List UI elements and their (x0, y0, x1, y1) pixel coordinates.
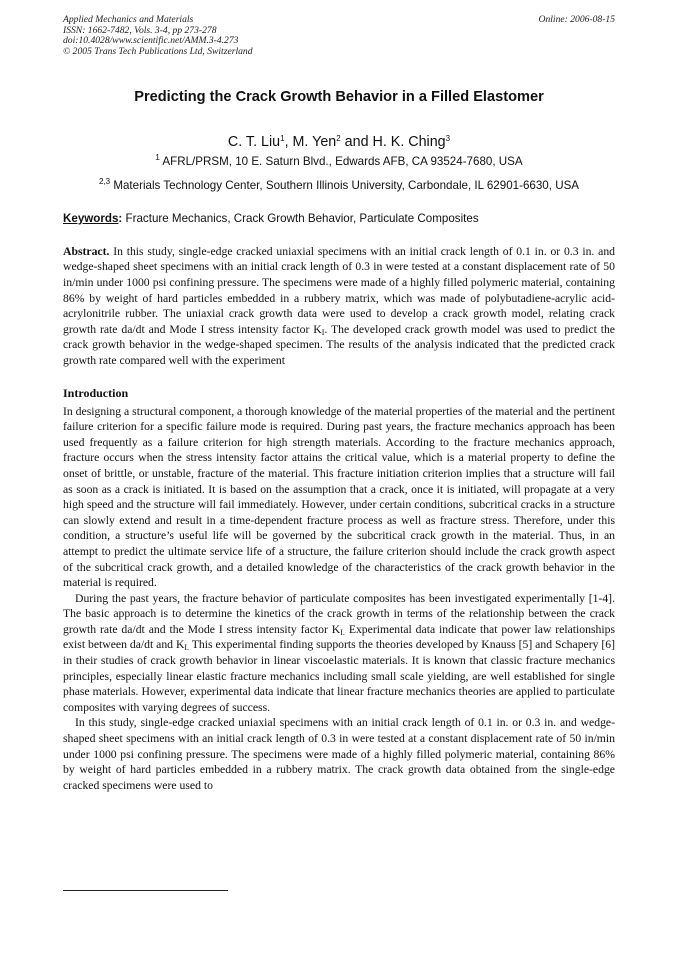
author-name: M. Yen (292, 133, 337, 150)
affiliation-text: AFRL/PRSM, 10 E. Saturn Blvd., Edwards AFB, CA 93524-7680, USA (162, 154, 523, 168)
abstract-label: Abstract. (63, 244, 110, 258)
paragraph-text: Experimental data indicate that power law relationships exist between da/dt and K (63, 622, 615, 652)
paper-title: Predicting the Crack Growth Behavior in a Filled Elastomer (134, 88, 544, 105)
paragraph: In this study, single-edge cracked uniaxial specimens with an initial crack length of 0.1 in. or 0.3 in. and wedge-shaped sheet specimens with an initial crack length of 0.3 in were tested at a constant displacement rate of 50 in/min under 1000 psi confining pressure. The specimens were made of a highly filled polymeric material, containing 86% by weight of hard particles embedded in a rubbery matrix. The crack growth data obtained from the single-edge cracked specimens were used to (63, 716, 615, 792)
paragraph-text: This experimental finding supports the theories developed by Knauss [5] and Schapery [6] in their studies of crack growth behavior in linear viscoelastic materials. It is known that classic fracture mechanics principles, especially linear elastic fracture mechanics including small scale yielding, are well established for single phase materials. However, experimental data indicate that linear fracture mechanics theories are applied to particulate composites with varying degrees of success. (63, 638, 616, 714)
paragraph (63, 591, 615, 716)
author-separator: , (284, 133, 293, 150)
copyright-line: © 2005 Trans Tech Publications Ltd, Switzerland (63, 46, 253, 58)
affiliation (63, 152, 615, 169)
paragraph: In designing a structural component, a thorough knowledge of the material properties of the material and the pertinent failure criterion for a specific failure mode is required. During past years, the fracture mechanics approach has been used frequently as a failure criterion for high strength materials. According to the fracture mechanics approach, fracture occurs when the stress intensity factor attains the critical value, which is a material property to define the onset of brittle, or unstable, fracture of the material. This fracture initiation criterion implies that a structure will fail as soon as a crack is initiated. It is based on the assumption that a crack, once it is initiated, will propagate at a very high speed and the structure will fail immediately. However, under certain conditions, subcritical cracks in a structure can slowly extend and result in a time-dependent fracture process as well as fracture stress. Therefore, under this condition, a structure’s useful life will be governed by the subcritical crack growth in the material. Thus, in an attempt to predict the ultimate service life of a structure, the failure criterion should include the crack growth aspect of the subcritical crack growth, and a detailed knowledge of the characteristics of the crack growth behavior in the material is required. (63, 404, 615, 590)
issn-line: ISSN: 1662-7482, Vols. 3-4, pp 273-278 (63, 24, 217, 36)
keywords (63, 212, 615, 226)
affiliation-mark: 1 (155, 152, 160, 162)
author-name: C. T. Liu (227, 133, 281, 150)
paragraph-text: During the past years, the fracture behavior of particulate composites has been investigated experimentally [1-4]. The basic approach is to determine the kinetics of the crack growth in terms of the relationship between the crack growth rate da/dt and the Mode I stress intensity factor K (63, 591, 615, 636)
affiliation-text: Materials Technology Center, Southern Illinois University, Carbondale, IL 62901-6630, USA (113, 178, 580, 192)
author-affiliation-mark: 2 (336, 133, 341, 143)
journal-name: Applied Mechanics and Materials (63, 14, 194, 25)
abstract-text: In this study, single-edge cracked uniaxial specimens with an initial crack length of 0.1 in. or 0.3 in. and wedge-shaped sheet specimens with an initial crack length of 0.3 in were tested at a constant displacement rate of 50 in/min under 1000 psi confining pressure. The specimens were made of a highly filled polymeric material, containing 86% by weight of hard particles embedded in a rubbery matrix, which was made of polybutadiene-acrylic acid-acrylonitrile rubber. The uniaxial crack growth data were used to develop a crack growth model, relating crack growth rate da/dt and Mode I stress intensity factor K (63, 244, 616, 336)
abstract-text: . The developed crack growth model was used to predict the crack growth behavior in the wedge-shaped specimen. The results of the analysis indicated that the predicted crack growth rate compared well with the experiment (63, 322, 615, 367)
keywords-label: Keywords (63, 211, 119, 225)
author-affiliation-mark: 3 (445, 133, 451, 143)
keywords-colon: : (118, 211, 123, 225)
author-affiliation-mark: 1 (280, 133, 285, 143)
section-heading: Introduction (63, 385, 129, 400)
subscript: I. (184, 643, 190, 653)
online-date: Online: 2006-08-15 (538, 14, 615, 25)
author-list (63, 133, 615, 151)
author-separator: and (340, 133, 373, 150)
doi-line: doi:10.4028/www.scientific.net/AMM.3-4.273 (63, 35, 239, 47)
affiliation (63, 176, 615, 193)
keywords-text: Fracture Mechanics, Crack Growth Behavior, Particulate Composites (125, 211, 479, 225)
abstract (63, 244, 615, 369)
subscript: I (321, 327, 325, 337)
subscript: I. (340, 627, 345, 637)
author-name: H. K. Ching (372, 133, 446, 150)
affiliation-mark: 2,3 (98, 176, 111, 186)
footnote-rule (63, 890, 228, 891)
journal-info (63, 15, 253, 58)
journal-header (63, 15, 615, 58)
